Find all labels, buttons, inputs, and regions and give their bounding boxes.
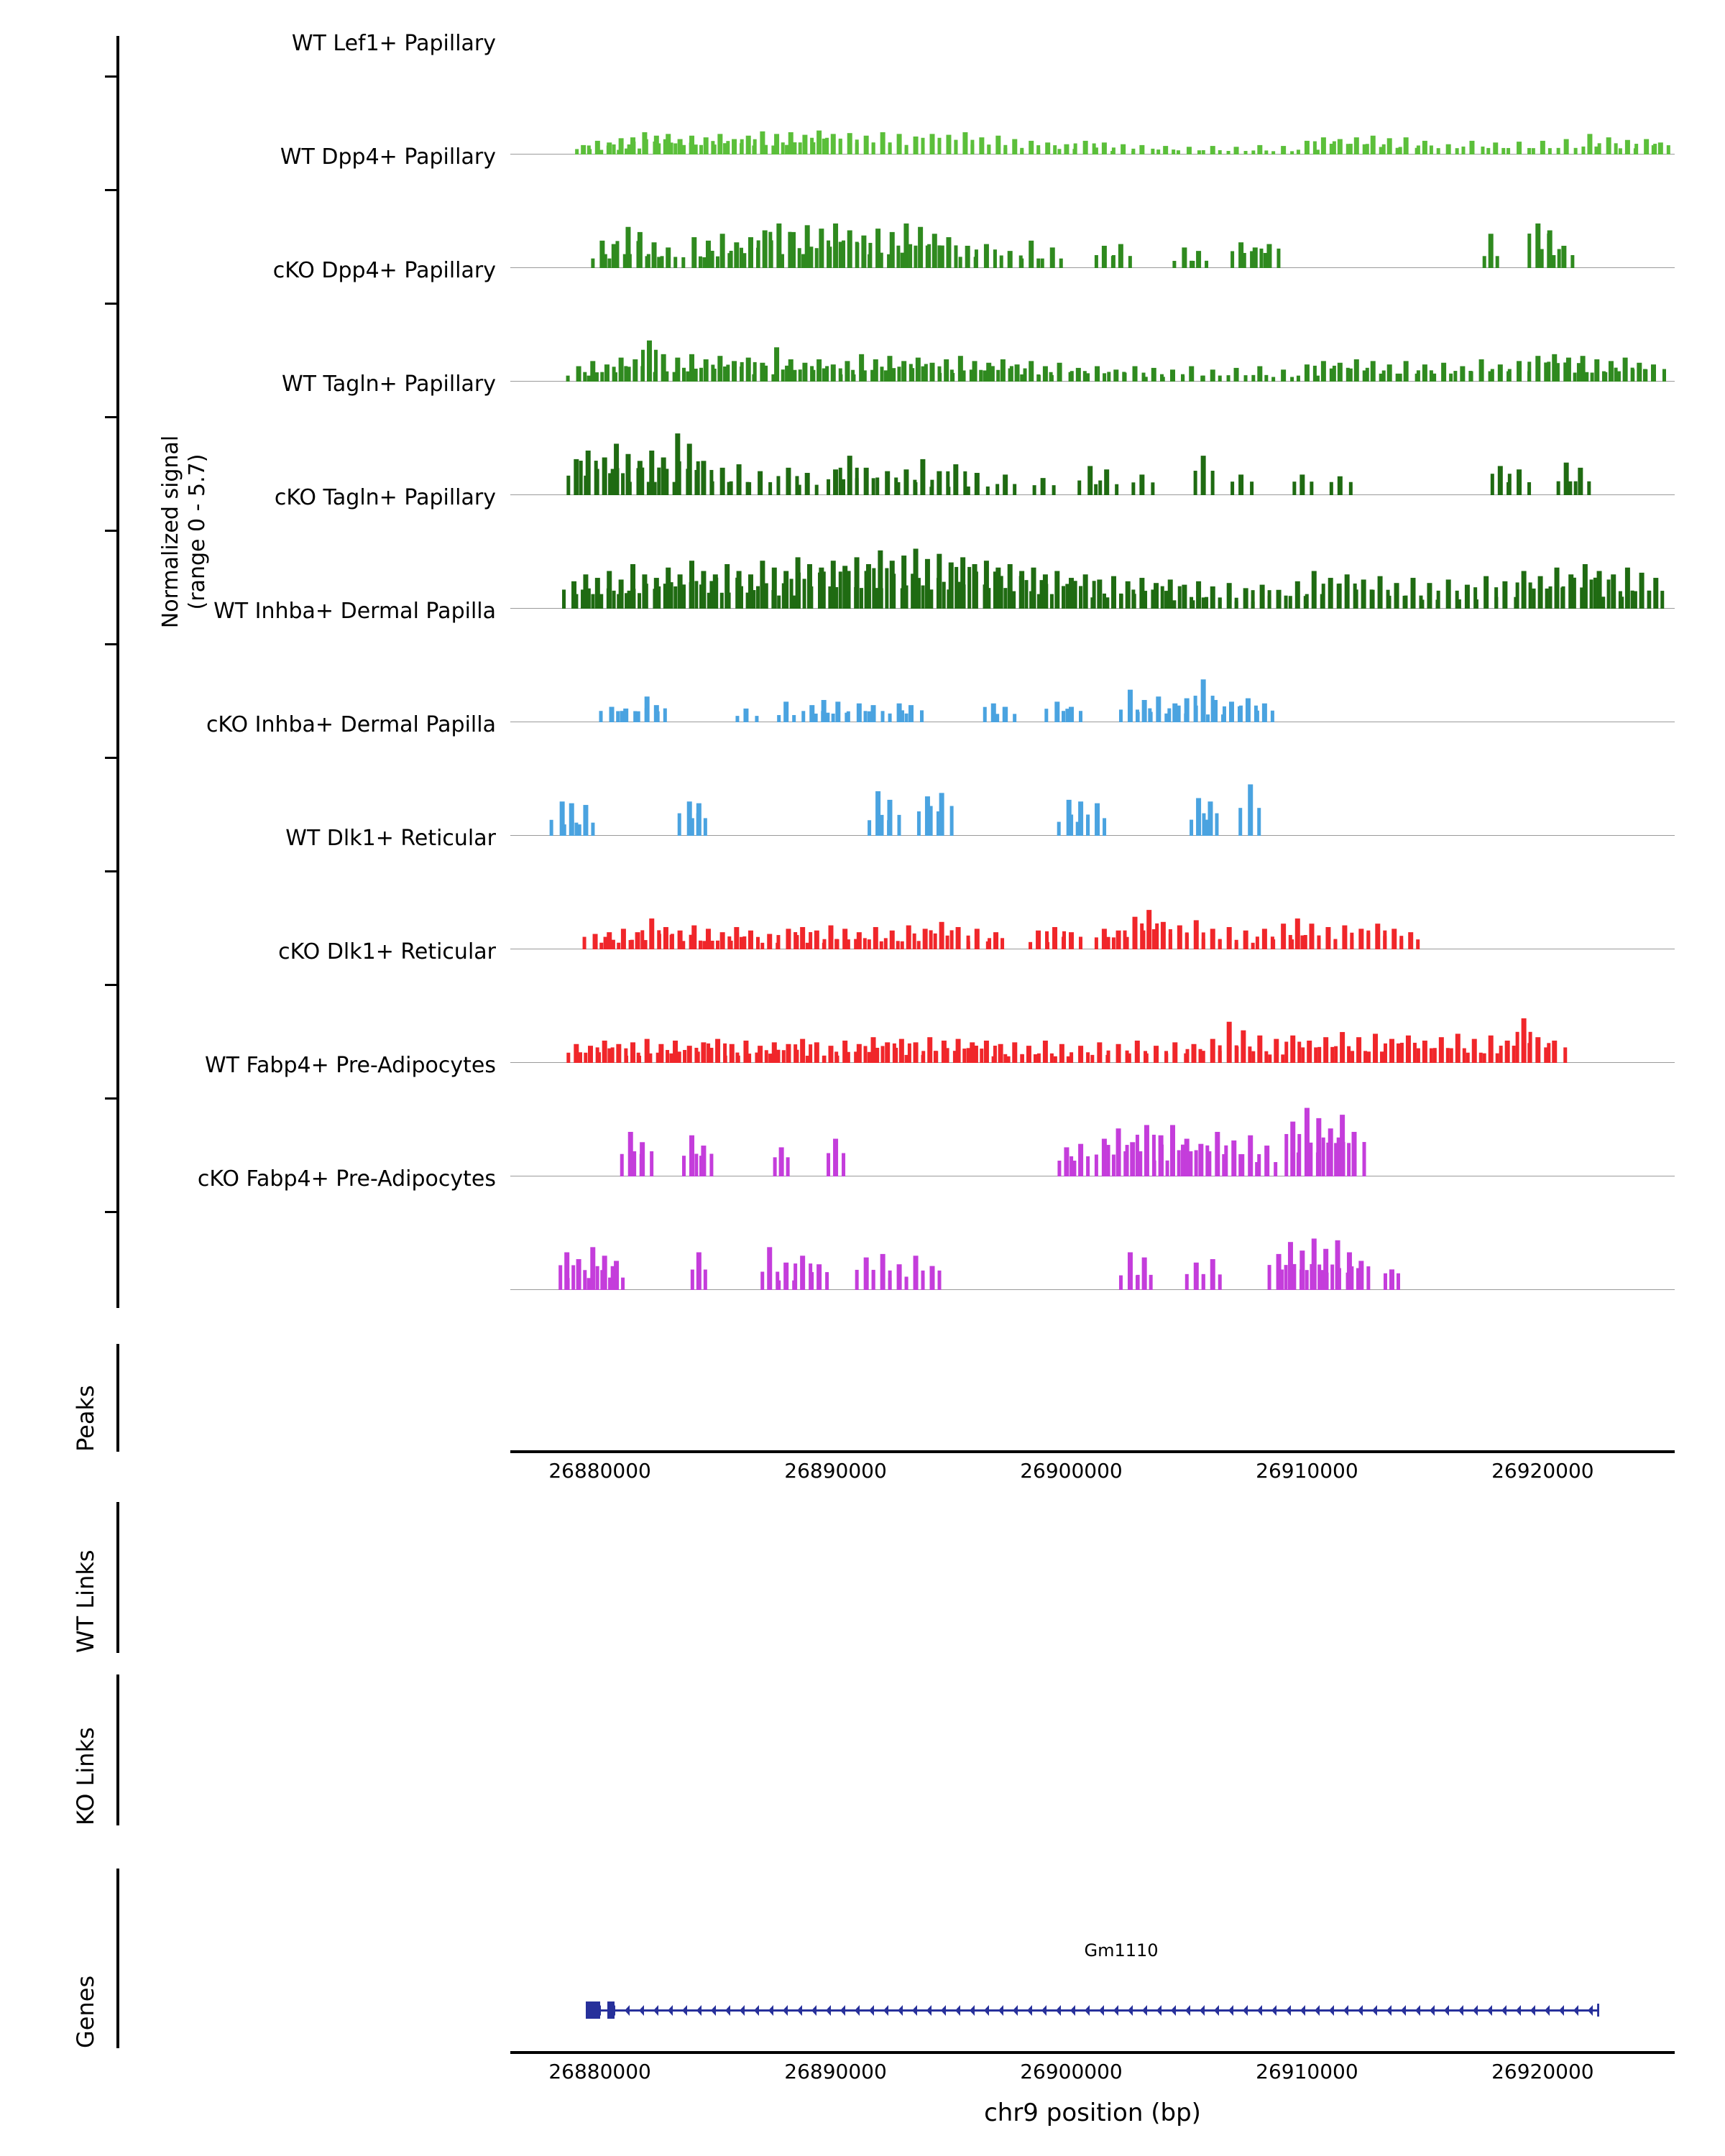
axis-tick [105, 189, 116, 191]
track-label: cKO Fabp4+ Pre-Adipocytes [197, 1166, 496, 1192]
section-label-genes: Genes [72, 1975, 99, 2048]
track-signal [510, 508, 1675, 609]
coverage-track[interactable] [510, 508, 1675, 609]
coverage-track[interactable] [510, 167, 1675, 268]
wt-links-spine [116, 1502, 119, 1653]
genomic-axis-bottom-ticklabels [510, 2060, 1675, 2088]
track-label: cKO Tagln+ Papillary [274, 485, 496, 510]
track-label: cKO Dpp4+ Papillary [272, 258, 496, 283]
coverage-track[interactable] [510, 1189, 1675, 1290]
x-tick-label: 26890000 [784, 1459, 887, 1483]
genomic-axis-top-ticklabels [510, 1459, 1675, 1488]
axis-tick [105, 1211, 116, 1213]
ko-links-spine [116, 1674, 119, 1825]
coverage-track[interactable] [510, 622, 1675, 722]
x-tick-label: 26890000 [784, 2060, 887, 2083]
axis-tick [105, 870, 116, 872]
x-tick-label: 26920000 [1491, 1459, 1594, 1483]
section-label-wt-links: WT Links [72, 1549, 99, 1653]
track-signal [510, 1076, 1675, 1176]
axis-tick [105, 1097, 116, 1100]
coverage-track[interactable] [510, 735, 1675, 836]
coverage-track[interactable] [510, 1076, 1675, 1176]
track-label: WT Lef1+ Papillary [291, 31, 496, 56]
track-label: cKO Inhba+ Dermal Papilla [206, 712, 496, 737]
y-axis-label-line2: (range 0 - 5.7) [184, 453, 210, 610]
coverage-track[interactable] [510, 849, 1675, 949]
track-label: WT Tagln+ Papillary [282, 372, 496, 397]
x-tick-label: 26910000 [1256, 2060, 1358, 2083]
genes-spine [116, 1869, 119, 2048]
track-label: cKO Dlk1+ Reticular [278, 939, 496, 964]
track-signal [510, 849, 1675, 949]
track-label: WT Inhba+ Dermal Papilla [213, 599, 496, 624]
x-tick-label: 26920000 [1491, 2060, 1594, 2083]
x-tick-label: 26900000 [1020, 2060, 1123, 2083]
track-signal [510, 962, 1675, 1063]
track-signal [510, 735, 1675, 836]
signal-axis-spine [116, 36, 119, 1308]
coverage-track[interactable] [510, 962, 1675, 1063]
axis-tick [105, 416, 116, 418]
axis-tick [105, 303, 116, 305]
y-axis-label [158, 367, 216, 697]
x-tick-label: 26910000 [1256, 1459, 1358, 1483]
coverage-track[interactable] [510, 281, 1675, 382]
x-tick-label: 26900000 [1020, 1459, 1123, 1483]
track-label: WT Dlk1+ Reticular [285, 826, 496, 851]
genomic-axis-bottom [510, 2051, 1675, 2054]
track-signal [510, 167, 1675, 268]
x-tick-label: 26880000 [548, 2060, 651, 2083]
gene-model[interactable] [586, 1998, 1599, 2022]
track-signal [510, 1189, 1675, 1290]
coverage-track[interactable] [510, 54, 1675, 155]
genomic-axis-top [510, 1450, 1675, 1453]
track-signal [510, 281, 1675, 382]
track-signal [510, 54, 1675, 155]
axis-tick [105, 530, 116, 532]
track-signal [510, 395, 1675, 495]
gene-strand-arrows [586, 1998, 1599, 2022]
track-label: WT Dpp4+ Papillary [280, 144, 496, 170]
coverage-track[interactable] [510, 395, 1675, 495]
x-tick-label: 26880000 [548, 1459, 651, 1483]
y-axis-label-line1: Normalized signal [158, 435, 183, 629]
gene-name-label: Gm1110 [1084, 1940, 1159, 1961]
peaks-spine [116, 1344, 119, 1452]
axis-tick [105, 75, 116, 78]
axis-tick [105, 757, 116, 759]
track-signal [510, 622, 1675, 722]
track-label: WT Fabp4+ Pre-Adipocytes [205, 1053, 496, 1078]
section-label-peaks: Peaks [72, 1385, 99, 1452]
axis-tick [105, 643, 116, 645]
x-axis-title: chr9 position (bp) [984, 2099, 1201, 2127]
axis-tick [105, 984, 116, 986]
section-label-ko-links: KO Links [72, 1727, 99, 1825]
